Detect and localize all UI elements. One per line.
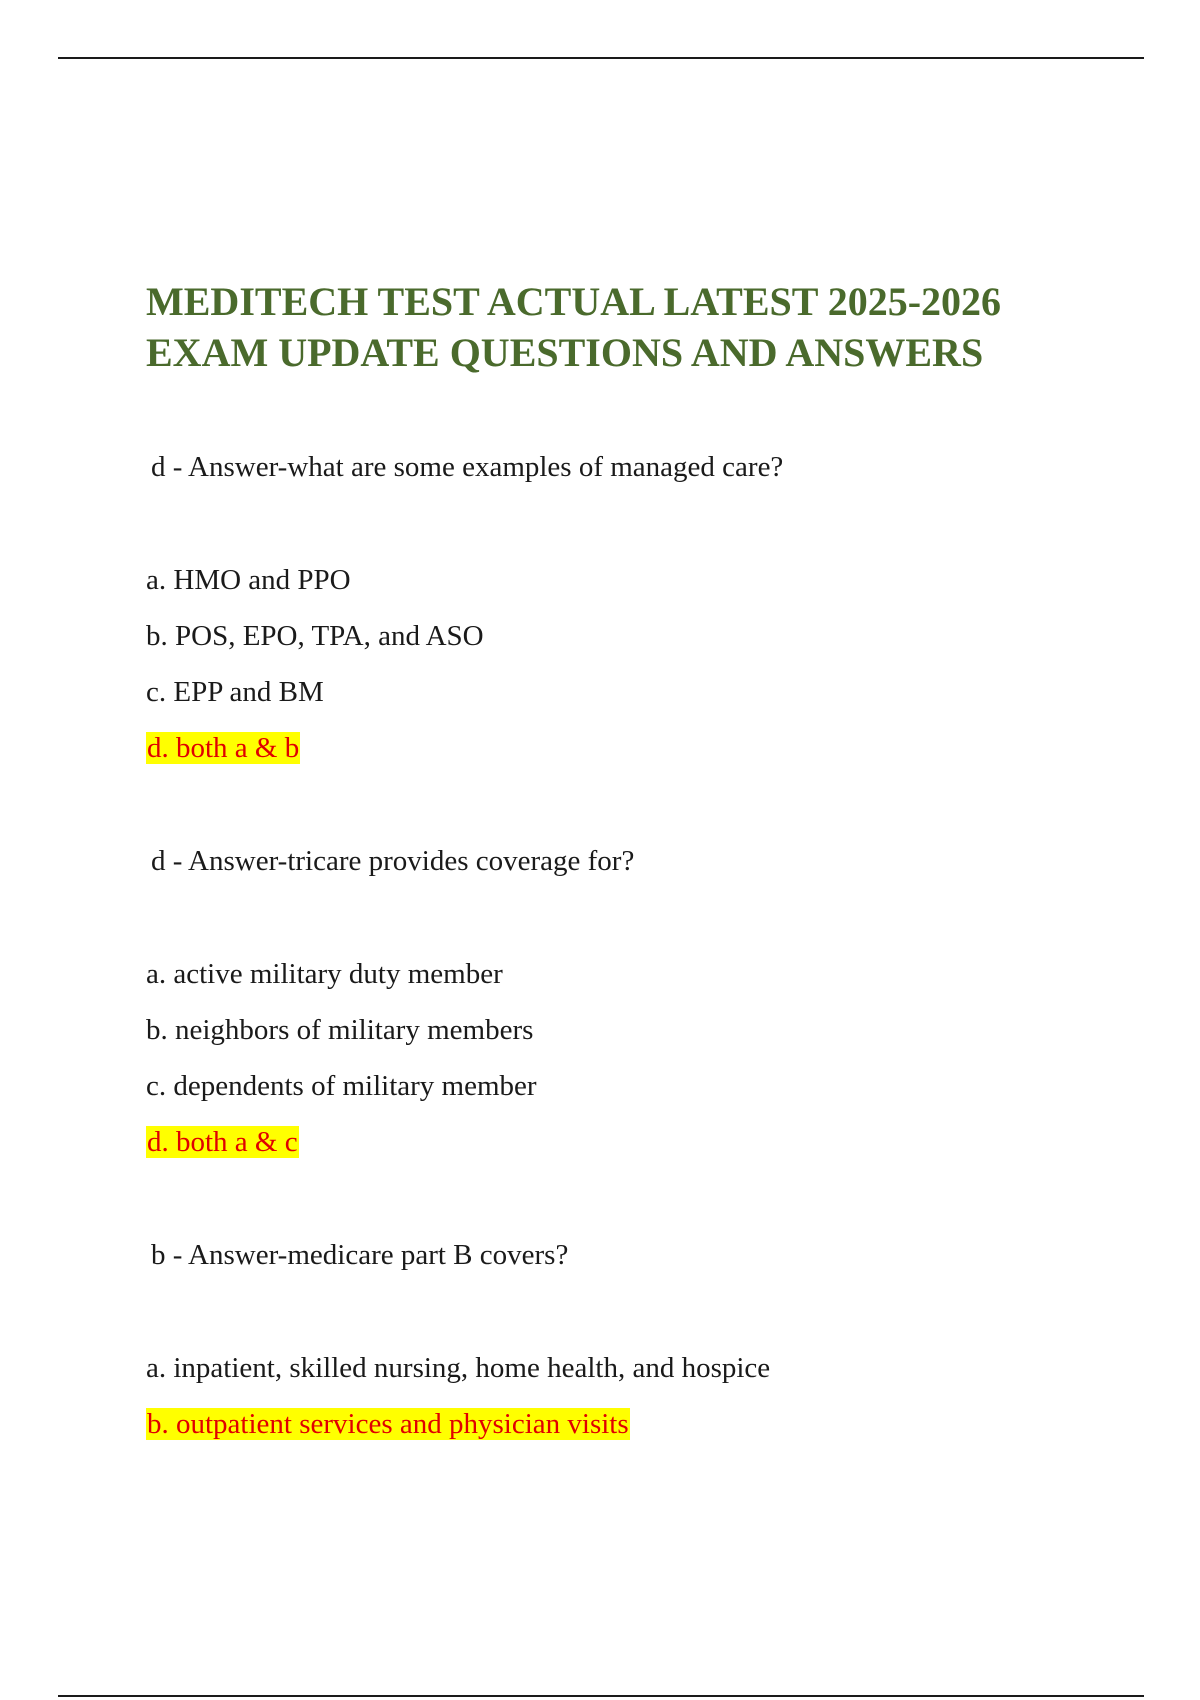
- bottom-rule: [58, 1695, 1144, 1697]
- answer-highlight: d. both a & c: [147, 1126, 298, 1158]
- question-1-option-b: b. POS, EPO, TPA, and ASO: [146, 620, 484, 652]
- title-line-2: EXAM UPDATE QUESTIONS AND ANSWERS: [146, 330, 984, 375]
- question-3-answer: [146, 1406, 630, 1442]
- answer-highlight: b. outpatient services and physician visits: [147, 1408, 629, 1440]
- question-1-option-c: c. EPP and BM: [146, 676, 324, 708]
- question-1-prompt: d - Answer-what are some examples of managed care?: [151, 451, 784, 483]
- question-3-option-a: a. inpatient, skilled nursing, home health, and hospice: [146, 1352, 771, 1384]
- question-2-answer: [146, 1124, 299, 1160]
- document-title: [146, 276, 1001, 378]
- answer-highlight: d. both a & b: [147, 732, 300, 764]
- question-2-prompt: d - Answer-tricare provides coverage for?: [151, 845, 635, 877]
- question-1-answer: [146, 730, 300, 766]
- question-2-option-a: a. active military duty member: [146, 958, 503, 990]
- question-2-option-c: c. dependents of military member: [146, 1070, 537, 1102]
- question-3-prompt: b - Answer-medicare part B covers?: [151, 1239, 569, 1271]
- top-rule: [58, 57, 1144, 59]
- question-2-option-b: b. neighbors of military members: [146, 1014, 534, 1046]
- title-line-1: MEDITECH TEST ACTUAL LATEST 2025-2026: [146, 279, 1002, 324]
- question-1-option-a: a. HMO and PPO: [146, 564, 351, 596]
